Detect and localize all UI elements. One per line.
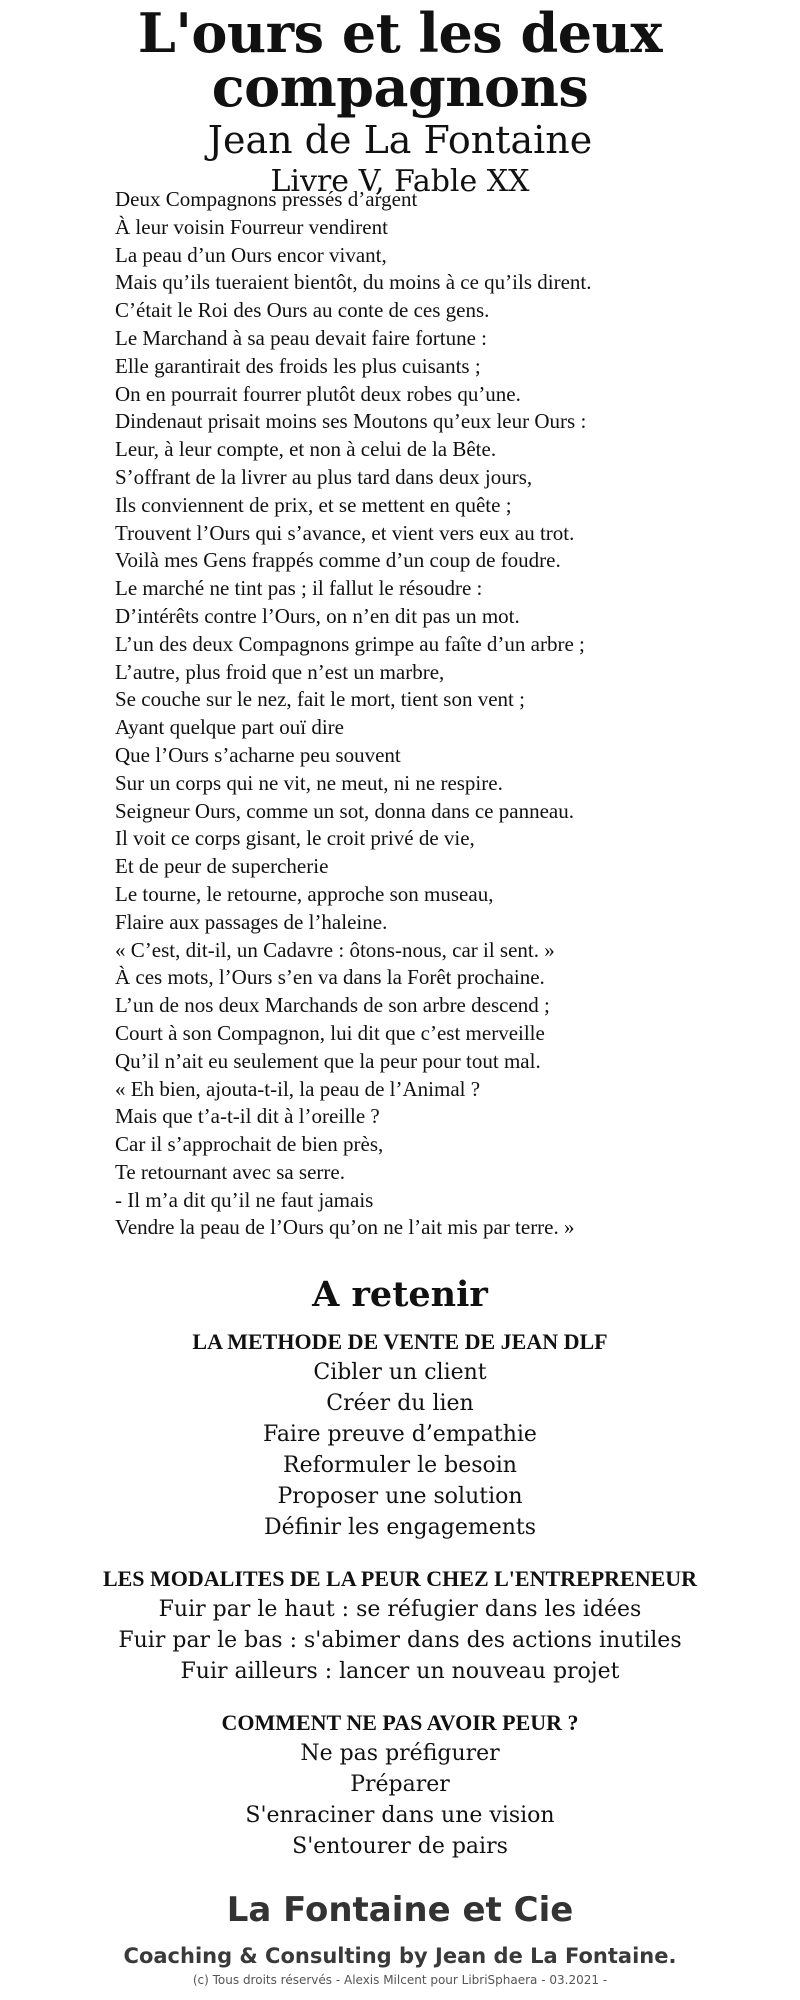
poem-verse: Mais que t’a-t-il dit à l’oreille ? [115, 1104, 380, 1129]
key-takeaways [0, 1274, 800, 1862]
brand-name: La Fontaine et Cie [226, 1890, 574, 1930]
page-footer [0, 1888, 800, 1988]
poem-verse: Se couche sur le nez, fait le mort, tient son vent ; [115, 687, 525, 712]
poem-verse: « C’est, dit-il, un Cadavre : ôtons-nous, car il sent. » [115, 937, 555, 962]
section-title: LES MODALITES DE LA PEUR CHEZ L'ENTREPRENEUR [102, 1566, 698, 1591]
poem-verse: On en pourrait fourrer plutôt deux robes qu’une. [115, 381, 521, 406]
poem-verse: Mais qu’ils tueraient bientôt, du moins à ce qu’ils dirent. [115, 270, 592, 295]
section-item: Proposer une solution [277, 1484, 523, 1509]
section-item: Reformuler le besoin [283, 1453, 517, 1478]
section-item: Définir les engagements [263, 1515, 537, 1540]
poem-verse: Elle garantirait des froids les plus cuisants ; [115, 353, 481, 378]
poem-verse: L’un des deux Compagnons grimpe au faîte d’un arbre ; [115, 631, 585, 656]
section-item: Préparer [350, 1772, 450, 1797]
poem-verse: Ayant quelque part ouï dire [115, 715, 345, 740]
poem-verse: Trouvent l’Ours qui s’avance, et vient vers eux au trot. [115, 520, 575, 545]
section-item: Fuir ailleurs : lancer un nouveau projet [180, 1659, 620, 1684]
poem-verse: La peau d’un Ours encor vivant, [115, 242, 387, 267]
poem-verse: À ces mots, l’Ours s’en va dans la Forêt prochaine. [115, 965, 545, 990]
poem-verse: Ils conviennent de prix, et se mettent en quête ; [115, 492, 512, 517]
poem-verse: L’autre, plus froid que n’est un marbre, [115, 659, 445, 684]
poem-text [115, 186, 775, 1242]
copyright-notice: (c) Tous droits réservés - Alexis Milcent pour LibriSphaera - 03.2021 - [192, 1973, 608, 1987]
poem-verse: C’était le Roi des Ours au conte de ces gens. [115, 298, 490, 323]
poem-verse: Le Marchand à sa peau devait faire fortune : [115, 325, 487, 350]
brand-tagline: Coaching & Consulting by Jean de La Fontaine. [123, 1944, 677, 1968]
poem-verse: D’intérêts contre l’Ours, on n’en dit pas un mot. [115, 603, 520, 628]
section-item: Fuir par le bas : s'abimer dans des actions inutiles [118, 1628, 682, 1653]
poem-verse: Te retournant avec sa serre. [115, 1159, 345, 1184]
poem-verse: L’un de nos deux Marchands de son arbre descend ; [115, 993, 550, 1018]
section-item: Fuir par le haut : se réfugier dans les idées [158, 1597, 642, 1622]
takeaway-section [0, 1707, 800, 1862]
section-item: Faire preuve d’empathie [263, 1422, 537, 1447]
poem-verse: - Il m’a dit qu’il ne faut jamais [115, 1187, 374, 1212]
poem-verse: Leur, à leur compte, et non à celui de la Bête. [115, 437, 497, 462]
page-header [0, 0, 800, 200]
section-item: S'enraciner dans une vision [245, 1803, 555, 1828]
fable-title: L'ours et les deux compagnons [137, 1, 663, 119]
takeaways-title: A retenir [312, 1274, 488, 1315]
poem-verse: Voilà mes Gens frappés comme d’un coup de foudre. [115, 548, 561, 573]
poem-verse: Flaire aux passages de l’haleine. [115, 909, 388, 934]
poem-verse: À leur voisin Fourreur vendirent [115, 214, 388, 239]
fable-author: Jean de La Fontaine [207, 118, 593, 162]
fable-book-reference: Livre V, Fable XX [270, 163, 530, 199]
poem-verse: Deux Compagnons pressés d’argent [115, 187, 418, 211]
section-title: COMMENT NE PAS AVOIR PEUR ? [221, 1710, 579, 1735]
poem-verse: Court à son Compagnon, lui dit que c’est merveille [115, 1020, 545, 1045]
poem-verse: « Eh bien, ajouta-t-il, la peau de l’Animal ? [115, 1076, 481, 1101]
poem-verse: Que l’Ours s’acharne peu souvent [115, 742, 401, 767]
section-item: S'entourer de pairs [292, 1834, 508, 1859]
takeaway-section [0, 1563, 800, 1687]
poem-verse: Et de peur de supercherie [115, 854, 329, 879]
poem-verse: S’offrant de la livrer au plus tard dans deux jours, [115, 464, 533, 489]
section-item: Créer du lien [326, 1391, 474, 1416]
poem-verse: Seigneur Ours, comme un sot, donna dans ce panneau. [115, 798, 574, 823]
poem-verse: Dindenaut prisait moins ses Moutons qu’eux leur Ours : [115, 409, 587, 434]
poem-verse: Car il s’approchait de bien près, [115, 1132, 384, 1157]
takeaway-section [0, 1326, 800, 1543]
poem-verse: Le marché ne tint pas ; il fallut le résoudre : [115, 576, 483, 601]
poem-verse: Sur un corps qui ne vit, ne meut, ni ne respire. [115, 770, 503, 795]
section-item: Cibler un client [313, 1360, 487, 1385]
section-title: LA METHODE DE VENTE DE JEAN DLF [192, 1329, 608, 1354]
poem-verse: Il voit ce corps gisant, le croit privé de vie, [115, 826, 475, 851]
poem-verse: Le tourne, le retourne, approche son museau, [115, 881, 494, 906]
poem-verse: Qu’il n’ait eu seulement que la peur pour tout mal. [115, 1048, 541, 1073]
section-item: Ne pas préfigurer [300, 1741, 500, 1766]
takeaways-sections [0, 1326, 800, 1862]
poem-verse: Vendre la peau de l’Ours qu’on ne l’ait mis par terre. » [115, 1215, 575, 1240]
